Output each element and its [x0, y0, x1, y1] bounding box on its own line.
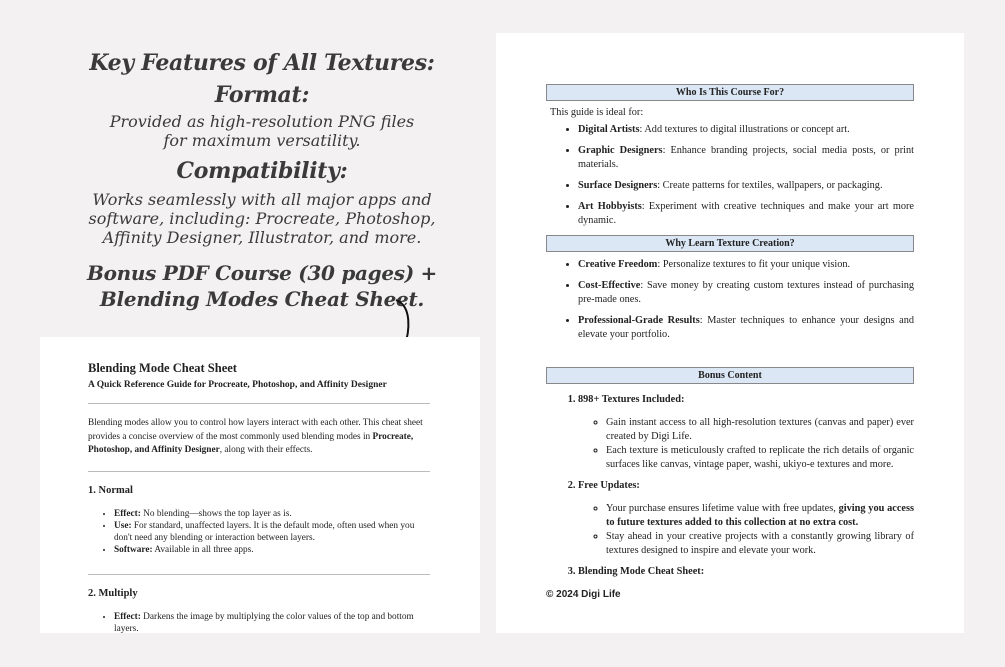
course-page	[496, 33, 964, 633]
list-item: • Effect: Darkens the image by multiplying the color values of the top and bottom layers.	[114, 611, 430, 634]
list-item: • Art Hobbyists: Experiment with creative techniques and make your art more dynamic.	[578, 200, 914, 228]
list-item: • Software: Available in all three apps.	[114, 544, 430, 556]
format-line: Provided as high-resolution PNG files	[109, 112, 415, 131]
list-item: • Surface Designers: Create patterns for textiles, wallpapers, or packaging.	[578, 179, 914, 193]
divider	[88, 403, 430, 404]
cheat-sheet-page	[40, 337, 480, 633]
bonus-line: Blending Modes Cheat Sheet.	[99, 287, 425, 311]
list-item: • Professional-Grade Results: Master techniques to enhance your designs and elevate your portfolio.	[578, 314, 914, 342]
list-item: 3. Blending Mode Cheat Sheet:	[578, 565, 914, 579]
promo-title: Key Features of All Textures:	[89, 50, 435, 76]
cheat-subtitle: A Quick Reference Guide for Procreate, Photoshop, and Affinity Designer	[88, 380, 387, 390]
list-item: • Cost-Effective: Save money by creating custom textures instead of purchasing pre-made ones.	[578, 279, 914, 307]
sub-item: ◦ Gain instant access to all high-resolution textures (canvas and paper) ever created by Digi Life.	[606, 416, 914, 444]
format-heading: Format:	[214, 82, 310, 108]
list-item: • Effect: No blending—shows the top layer as is.	[114, 508, 430, 520]
compat-heading: Compatibility:	[176, 158, 348, 184]
divider	[88, 574, 430, 575]
sub-item: ◦ Each texture is meticulously crafted to replicate the rich details of organic surfaces like canvas, vintage paper, washi, ukiyo-e textures and more.	[606, 444, 914, 472]
compat-line: Works seamlessly with all major apps and	[92, 190, 432, 209]
compat-line: Affinity Designer, Illustrator, and more.	[102, 228, 422, 247]
copyright: © 2024 Digi Life	[546, 589, 621, 600]
list-item: 1. 898+ Textures Included: ◦ Gain instant access to all high-resolution textures (canvas and paper) ever created by Digi Life. ◦ Each texture is meticulously crafted to replicate the rich details of organic surfaces like canvas, vintage paper, washi, ukiyo-e textures and more.	[578, 393, 914, 472]
list-item: • Graphic Designers: Enhance branding projects, social media posts, or print materials.	[578, 144, 914, 172]
cheat-title: Blending Mode Cheat Sheet	[88, 361, 237, 375]
sub-item: ◦ Your purchase ensures lifetime value with free updates, giving you access to future textures added to this collection at no extra cost.	[606, 502, 914, 530]
who-intro: This guide is ideal for:	[550, 107, 644, 118]
compat-line: software, including: Procreate, Photoshop,	[88, 209, 436, 228]
bonus-line: Bonus PDF Course (30 pages) +	[86, 261, 438, 285]
format-line: for maximum versatility.	[163, 131, 361, 150]
sub-item: ◦ Stay ahead in your creative projects with a constantly growing library of textures designed to inspire and elevate your work.	[606, 530, 914, 558]
promo-text	[60, 50, 464, 311]
list-item: • Use: For standard, unaffected layers. It is the default mode, often used when you don't need any blending or interaction between layers.	[114, 520, 430, 544]
divider	[88, 471, 430, 472]
section-title: 1. Normal	[88, 484, 133, 496]
section-header: Bonus Content	[546, 367, 914, 384]
section-header: Why Learn Texture Creation?	[546, 235, 914, 252]
list-item: • Digital Artists: Add textures to digital illustrations or concept art.	[578, 123, 914, 137]
list-item: 2. Free Updates: ◦ Your purchase ensures lifetime value with free updates, giving you access to future textures added to this collection at no extra cost. ◦ Stay ahead in your creative projects with a constantly growing library of textures designed to inspire and elevate your work.	[578, 479, 914, 558]
section-title: 2. Multiply	[88, 587, 138, 599]
section-header: Who Is This Course For?	[546, 84, 914, 101]
cheat-intro: Blending modes allow you to control how layers interact with each other. This cheat sheet provides a concise overview of the most commonly used blending modes in Procreate, Photoshop, and Affinity Designer, along with their effects.	[88, 418, 423, 455]
list-item: • Creative Freedom: Personalize textures to fit your unique vision.	[578, 258, 914, 272]
